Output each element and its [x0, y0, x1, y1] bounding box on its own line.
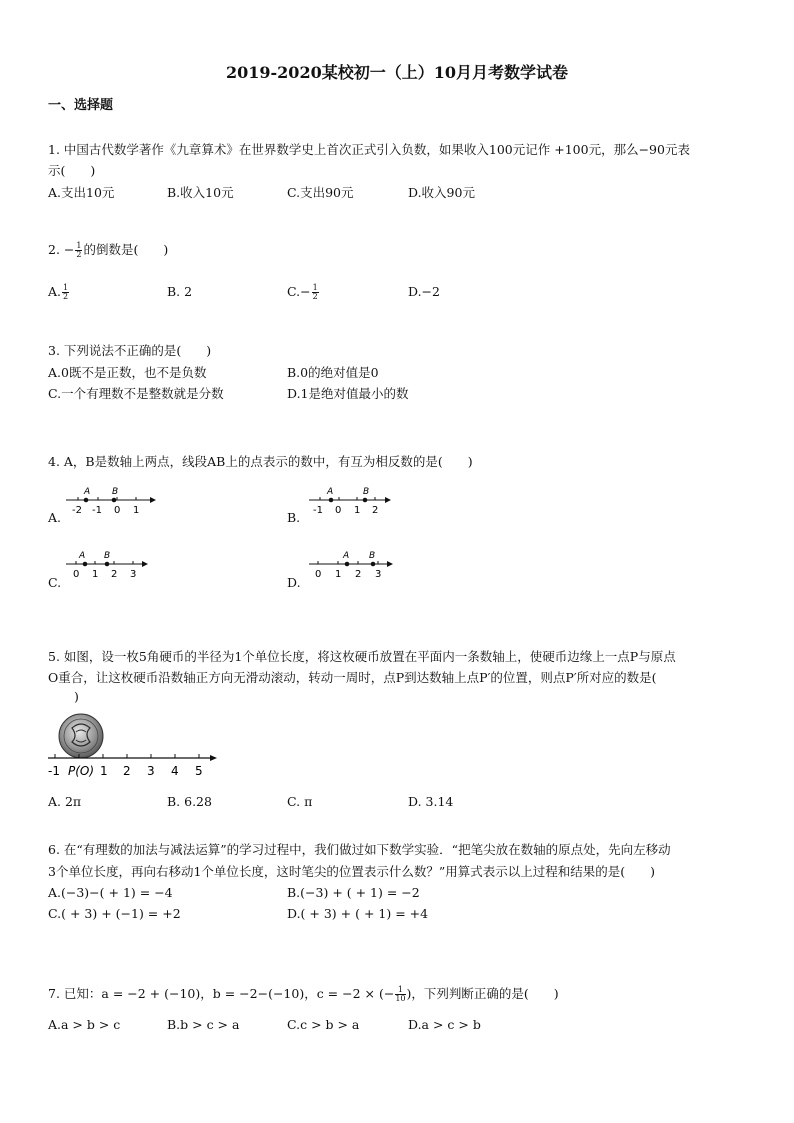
- tick-label: 0: [315, 569, 322, 580]
- axis-arrow: [150, 497, 156, 503]
- q2-stem: [48, 240, 168, 259]
- q4-option-b-label[interactable]: B.: [287, 510, 301, 525]
- q2-option-a-label: A.: [48, 284, 62, 299]
- section-heading: 一、选择题: [48, 98, 114, 113]
- q6-option-b[interactable]: B.(−3) + ( + 1) = −2: [287, 885, 420, 900]
- tick-label: -1: [92, 505, 102, 516]
- q7-option-c[interactable]: C.c > b > a: [287, 1017, 360, 1032]
- q4-option-c-numberline: [62, 546, 158, 582]
- point-a-dot: [84, 498, 89, 503]
- tick-label: 0: [73, 569, 80, 580]
- q5-stem-line2: O重合，让这枚硬币沿数轴正方向无滑动滚动，转动一周时，点P到达数轴上点P′的位置，则点P′所对应的数是(: [48, 670, 657, 685]
- q7-frac-num: 1: [395, 986, 405, 995]
- tick-label: 3: [375, 569, 382, 580]
- q6-option-c[interactable]: C.( + 3) + (−1) = +2: [48, 906, 181, 921]
- q4-option-b-numberline: [305, 482, 401, 518]
- point-a-label: A: [84, 487, 91, 497]
- q2-frac-den: 2: [76, 250, 82, 259]
- q2-prefix: 2. −: [48, 242, 75, 257]
- point-a-dot: [329, 498, 334, 503]
- q5-option-b[interactable]: B. 6.28: [167, 794, 212, 809]
- q1-option-b[interactable]: B.收入10元: [167, 185, 234, 200]
- axis-arrow: [210, 755, 217, 761]
- q5-stem-line3: ): [74, 689, 79, 704]
- point-a-label: A: [327, 487, 334, 497]
- q5-stem-line1: 5. 如图，设一枚5角硬币的半径为1个单位长度，将这枚硬币放置在平面内一条数轴上，使硬币边缘上一点P与原点: [48, 649, 676, 664]
- tick-label-origin: P(O): [68, 764, 95, 778]
- q2-suffix: 的倒数是( ): [83, 242, 169, 257]
- point-a-label: A: [79, 551, 86, 561]
- q4-option-a-numberline: [62, 482, 158, 518]
- q1-option-a[interactable]: A.支出10元: [48, 185, 115, 200]
- q2-option-b[interactable]: B. 2: [167, 284, 193, 299]
- point-b-label: B: [112, 487, 119, 497]
- tick-label: 5: [195, 764, 203, 778]
- tick-label: 2: [355, 569, 362, 580]
- q1-stem-line1: 1. 中国古代数学著作《九章算术》在世界数学史上首次正式引入负数，如果收入100元记作 +100元，那么−90元表: [48, 142, 690, 157]
- q1-option-c[interactable]: C.支出90元: [287, 185, 354, 200]
- point-b-dot: [105, 562, 110, 567]
- tick-label: 3: [130, 569, 137, 580]
- tick-label: 2: [123, 764, 131, 778]
- q4-option-d-label[interactable]: D.: [287, 575, 301, 590]
- tick-label: -1: [48, 764, 60, 778]
- point-b-label: B: [104, 551, 111, 561]
- point-b-dot: [112, 498, 117, 503]
- tick-label: 2: [111, 569, 118, 580]
- q3-option-c[interactable]: C.一个有理数不是整数就是分数: [48, 386, 224, 401]
- point-b-dot: [363, 498, 368, 503]
- q7-option-b[interactable]: B.b > c > a: [167, 1017, 240, 1032]
- q1-option-d[interactable]: D.收入90元: [408, 185, 475, 200]
- point-b-label: B: [363, 487, 370, 497]
- q2-option-c[interactable]: [287, 284, 320, 301]
- q3-option-d[interactable]: D.1是绝对值最小的数: [287, 386, 409, 401]
- point-a-label: A: [343, 551, 350, 561]
- q7-suffix: )，下列判断正确的是( ): [406, 986, 559, 1001]
- q2-option-a-num: 1: [63, 283, 69, 292]
- q3-option-b[interactable]: B.0的绝对值是0: [287, 365, 379, 380]
- tick-label: -2: [72, 505, 82, 516]
- q7-frac-den: 10: [395, 994, 406, 1003]
- q6-stem-line1: 6. 在“有理数的加法与减法运算”的学习过程中，我们做过如下数学实验．“把笔尖放在数轴的原点处，先向左移动: [48, 842, 671, 857]
- q2-fraction: [75, 242, 82, 259]
- q2-option-c-num: 1: [312, 283, 318, 292]
- tick-label: -1: [313, 505, 323, 516]
- tick-label: 1: [100, 764, 108, 778]
- point-b-label: B: [369, 551, 376, 561]
- coin-image: [59, 714, 103, 758]
- q6-option-a[interactable]: A.(−3)−( + 1) = −4: [48, 885, 173, 900]
- q6-option-d[interactable]: D.( + 3) + ( + 1) = +4: [287, 906, 429, 921]
- q7-prefix: 7. 已知：a = −2 + (−10)，b = −2−(−10)，c = −2 × (−: [48, 986, 395, 1001]
- q5-option-a[interactable]: A. 2π: [48, 794, 82, 809]
- q4-option-a-label[interactable]: A.: [48, 510, 62, 525]
- q2-option-a-fraction: [62, 284, 69, 301]
- q5-option-d[interactable]: D. 3.14: [408, 794, 454, 809]
- tick-label: 3: [147, 764, 155, 778]
- point-a-dot: [345, 562, 350, 567]
- tick-label: 0: [335, 505, 342, 516]
- q1-stem-line2: 示( ): [48, 163, 96, 178]
- q4-stem: 4. A，B是数轴上两点，线段AB上的点表示的数中，有互为相反数的是( ): [48, 454, 473, 469]
- q2-option-c-fraction: [312, 284, 319, 301]
- page-title: 2019-2020某校初一（上）10月月考数学试卷: [226, 63, 568, 82]
- q2-option-c-label: C.−: [287, 284, 311, 299]
- q5-coin-numberline-figure: [44, 712, 224, 782]
- axis-arrow: [142, 561, 148, 567]
- tick-label: 1: [92, 569, 99, 580]
- q7-stem: [48, 984, 559, 1003]
- tick-label: 1: [133, 505, 140, 516]
- q3-option-a[interactable]: A.0既不是正数，也不是负数: [48, 365, 207, 380]
- point-a-dot: [83, 562, 88, 567]
- q3-stem: 3. 下列说法不正确的是( ): [48, 343, 212, 358]
- point-b-dot: [371, 562, 376, 567]
- tick-label: 1: [354, 505, 361, 516]
- tick-label: 0: [114, 505, 121, 516]
- q2-option-a[interactable]: [48, 284, 70, 301]
- axis-arrow: [385, 497, 391, 503]
- q7-option-a[interactable]: A.a > b > c: [48, 1017, 121, 1032]
- q6-stem-line2: 3个单位长度，再向右移动1个单位长度，这时笔尖的位置表示什么数？”用算式表示以上过程和结果的是( ): [48, 864, 656, 879]
- q4-option-d-numberline: [305, 546, 401, 582]
- q2-frac-num: 1: [76, 241, 82, 250]
- q7-option-d[interactable]: D.a > c > b: [408, 1017, 481, 1032]
- q7-fraction: [395, 986, 405, 1003]
- tick-label: 4: [171, 764, 179, 778]
- q2-option-c-den: 2: [312, 292, 318, 301]
- q2-option-a-den: 2: [63, 292, 69, 301]
- q4-option-c-label[interactable]: C.: [48, 575, 62, 590]
- tick-label: 2: [372, 505, 379, 516]
- tick-label: 1: [335, 569, 342, 580]
- q5-option-c[interactable]: C. π: [287, 794, 313, 809]
- axis-arrow: [387, 561, 393, 567]
- q2-option-d[interactable]: D.−2: [408, 284, 440, 299]
